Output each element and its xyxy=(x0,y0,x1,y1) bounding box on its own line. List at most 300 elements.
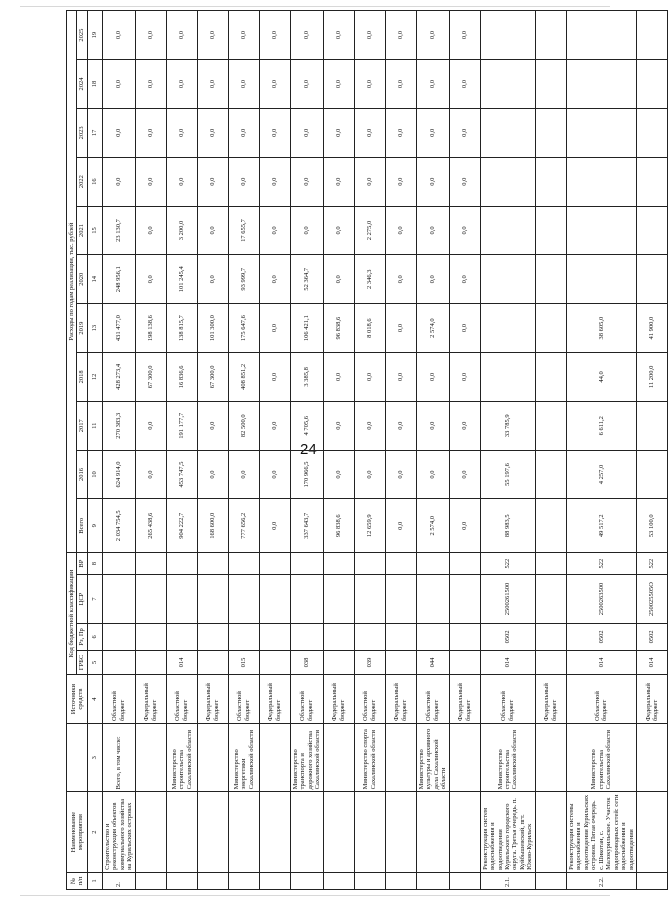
year-value: 0,0 xyxy=(385,60,416,109)
executor-cell xyxy=(535,724,566,792)
vr-cell xyxy=(102,553,135,575)
year-value: 0,0 xyxy=(323,11,354,60)
year-value: 198 138,6 xyxy=(135,304,166,353)
rzpr-cell xyxy=(135,623,166,650)
year-value: 2 275,0 xyxy=(354,206,385,255)
year-value: 0,0 xyxy=(259,304,290,353)
executor-cell xyxy=(259,724,290,792)
executor-cell: Министерство строительства Сахалинской области xyxy=(480,724,535,792)
year-value xyxy=(480,60,535,109)
total-value: 0,0 xyxy=(449,499,480,553)
year-value xyxy=(637,206,668,255)
measure-name xyxy=(323,792,354,873)
table-row xyxy=(480,11,535,890)
executor-cell: Министерство строительства Сахалинской области xyxy=(566,724,636,792)
measure-name xyxy=(637,792,668,873)
year-value: 0,0 xyxy=(323,60,354,109)
year-value: 3 385,8 xyxy=(290,353,323,402)
csr-cell: 2500263500 xyxy=(566,575,636,624)
table-row xyxy=(637,11,668,890)
year-value: 0,0 xyxy=(449,450,480,499)
executor-cell xyxy=(449,724,480,792)
year-value: 0,0 xyxy=(166,11,197,60)
year-value: 0,0 xyxy=(259,353,290,402)
year-value: 0,0 xyxy=(197,206,228,255)
year-value xyxy=(480,255,535,304)
year-value: 4 705,6 xyxy=(290,401,323,450)
column-number: 4 xyxy=(87,675,102,724)
year-value xyxy=(535,304,566,353)
total-value: 0,0 xyxy=(385,499,416,553)
measure-name xyxy=(354,792,385,873)
csr-cell: 250025505О xyxy=(637,575,668,624)
table-row xyxy=(385,11,416,890)
year-value xyxy=(637,108,668,157)
year-value xyxy=(480,11,535,60)
executor-cell: Министерство спорта Сахалинской области xyxy=(354,724,385,792)
rzpr-cell xyxy=(449,623,480,650)
year-value: 0,0 xyxy=(259,157,290,206)
year-value: 0,0 xyxy=(449,108,480,157)
row-number xyxy=(385,872,416,889)
csr-cell xyxy=(197,575,228,624)
column-number: 3 xyxy=(87,724,102,792)
year-value: 138 815,7 xyxy=(166,304,197,353)
executor-cell xyxy=(135,724,166,792)
source-cell: Областной бюджет xyxy=(354,675,385,724)
total-value: 53 100,0 xyxy=(637,499,668,553)
vr-cell: 522 xyxy=(637,553,668,575)
measure-name xyxy=(228,792,259,873)
year-value: 0,0 xyxy=(135,450,166,499)
rzpr-cell: 0502 xyxy=(566,623,636,650)
year-value: 0,0 xyxy=(290,206,323,255)
table-row xyxy=(449,11,480,890)
vr-cell xyxy=(197,553,228,575)
year-value: 0,0 xyxy=(290,157,323,206)
year-value: 0,0 xyxy=(197,255,228,304)
year-value: 0,0 xyxy=(228,11,259,60)
year-value: 0,0 xyxy=(385,11,416,60)
year-value: 67 300,0 xyxy=(197,353,228,402)
grbs-cell: 044 xyxy=(416,650,449,674)
row-number xyxy=(259,872,290,889)
grbs-cell: 038 xyxy=(290,650,323,674)
table-body xyxy=(102,11,667,890)
rzpr-cell xyxy=(102,623,135,650)
column-number: 8 xyxy=(87,553,102,575)
year-value: 0,0 xyxy=(354,108,385,157)
vr-cell xyxy=(228,553,259,575)
vr-cell xyxy=(535,553,566,575)
year-value: 248 956,1 xyxy=(102,255,135,304)
measure-name xyxy=(449,792,480,873)
year-value: 0,0 xyxy=(449,60,480,109)
source-cell: Федеральный бюджет xyxy=(449,675,480,724)
header-year: 2021 xyxy=(77,206,87,255)
row-number xyxy=(290,872,323,889)
year-value: 0,0 xyxy=(323,255,354,304)
year-value: 44,0 xyxy=(566,353,636,402)
year-value: 0,0 xyxy=(259,108,290,157)
column-number: 13 xyxy=(87,304,102,353)
year-value: 0,0 xyxy=(449,401,480,450)
year-value: 0,0 xyxy=(197,108,228,157)
year-value: 0,0 xyxy=(259,401,290,450)
vr-cell: 522 xyxy=(480,553,535,575)
year-value: 2 574,0 xyxy=(416,304,449,353)
csr-cell xyxy=(102,575,135,624)
year-value xyxy=(535,255,566,304)
source-cell: Федеральный бюджет xyxy=(637,675,668,724)
executor-cell xyxy=(637,724,668,792)
rzpr-cell xyxy=(259,623,290,650)
vr-cell xyxy=(290,553,323,575)
grbs-cell: 014 xyxy=(566,650,636,674)
table-row xyxy=(197,11,228,890)
total-value: 2 034 754,5 xyxy=(102,499,135,553)
csr-cell xyxy=(385,575,416,624)
year-value: 41 900,0 xyxy=(637,304,668,353)
year-value xyxy=(566,157,636,206)
year-value xyxy=(566,60,636,109)
table-row xyxy=(416,11,449,890)
year-value: 0,0 xyxy=(135,157,166,206)
grbs-cell: 014 xyxy=(480,650,535,674)
year-value: 0,0 xyxy=(354,401,385,450)
source-cell: Областной бюджет xyxy=(102,675,135,724)
grbs-cell xyxy=(323,650,354,674)
year-value: 0,0 xyxy=(416,255,449,304)
year-value: 0,0 xyxy=(259,60,290,109)
header-executor xyxy=(67,724,88,792)
total-value: 96 838,6 xyxy=(323,499,354,553)
scan-line xyxy=(20,895,610,896)
rzpr-cell xyxy=(228,623,259,650)
year-value: 0,0 xyxy=(259,206,290,255)
source-cell: Федеральный бюджет xyxy=(197,675,228,724)
year-value: 0,0 xyxy=(385,157,416,206)
source-cell: Областной бюджет xyxy=(416,675,449,724)
measure-name xyxy=(135,792,166,873)
year-value: 3 200,0 xyxy=(166,206,197,255)
year-value: 0,0 xyxy=(197,450,228,499)
year-value: 0,0 xyxy=(416,60,449,109)
table-row xyxy=(290,11,323,890)
year-value: 0,0 xyxy=(323,206,354,255)
measure-name xyxy=(197,792,228,873)
header-total: Всего xyxy=(77,499,87,553)
rzpr-cell xyxy=(535,623,566,650)
year-value xyxy=(535,157,566,206)
executor-cell: Министерство энергетики Сахалинской области xyxy=(228,724,259,792)
year-value: 0,0 xyxy=(259,255,290,304)
row-number: 2.2. xyxy=(566,872,636,889)
year-value: 0,0 xyxy=(354,157,385,206)
grbs-cell: 014 xyxy=(166,650,197,674)
year-value: 0,0 xyxy=(323,157,354,206)
rzpr-cell xyxy=(354,623,385,650)
row-number xyxy=(354,872,385,889)
csr-cell xyxy=(323,575,354,624)
year-value xyxy=(566,11,636,60)
header-year: 2016 xyxy=(77,450,87,499)
year-value: 101 300,0 xyxy=(197,304,228,353)
source-cell: Областной бюджет xyxy=(290,675,323,724)
csr-cell xyxy=(228,575,259,624)
grbs-cell xyxy=(197,650,228,674)
header-rzpr: Рз, Пр xyxy=(77,623,87,650)
year-value: 0,0 xyxy=(354,11,385,60)
year-value: 0,0 xyxy=(166,157,197,206)
year-value: 624 914,0 xyxy=(102,450,135,499)
year-value xyxy=(535,206,566,255)
grbs-cell: 014 xyxy=(637,650,668,674)
year-value: 0,0 xyxy=(416,353,449,402)
table-row xyxy=(166,11,197,890)
total-value xyxy=(535,499,566,553)
header-year: 2020 xyxy=(77,255,87,304)
year-value xyxy=(480,157,535,206)
table-row xyxy=(354,11,385,890)
header-year: 2019 xyxy=(77,304,87,353)
year-value: 0,0 xyxy=(385,304,416,353)
year-value: 408 851,2 xyxy=(228,353,259,402)
year-value: 0,0 xyxy=(102,157,135,206)
year-value: 0,0 xyxy=(197,157,228,206)
year-value: 0,0 xyxy=(385,255,416,304)
year-value: 453 747,5 xyxy=(166,450,197,499)
year-value: 93 999,7 xyxy=(228,255,259,304)
year-value: 0,0 xyxy=(385,108,416,157)
header-grbs: ГРБС xyxy=(77,650,87,674)
year-value: 52 364,7 xyxy=(290,255,323,304)
vr-cell: 522 xyxy=(566,553,636,575)
year-value: 0,0 xyxy=(102,11,135,60)
csr-cell xyxy=(535,575,566,624)
grbs-cell xyxy=(535,650,566,674)
year-value xyxy=(480,353,535,402)
year-value xyxy=(480,304,535,353)
row-number xyxy=(449,872,480,889)
year-value xyxy=(535,60,566,109)
year-value: 0,0 xyxy=(385,206,416,255)
year-value: 170 966,5 xyxy=(290,450,323,499)
year-value: 191 177,7 xyxy=(166,401,197,450)
table-row xyxy=(259,11,290,890)
grbs-cell xyxy=(135,650,166,674)
year-value xyxy=(480,206,535,255)
year-value: 0,0 xyxy=(228,450,259,499)
grbs-cell xyxy=(385,650,416,674)
table-row xyxy=(566,11,636,890)
total-value: 777 656,2 xyxy=(228,499,259,553)
year-value: 0,0 xyxy=(166,108,197,157)
year-value xyxy=(637,401,668,450)
column-number: 16 xyxy=(87,157,102,206)
budget-table xyxy=(66,10,668,890)
column-number: 9 xyxy=(87,499,102,553)
grbs-cell xyxy=(102,650,135,674)
column-number: 6 xyxy=(87,623,102,650)
year-value: 0,0 xyxy=(228,108,259,157)
year-value: 0,0 xyxy=(449,206,480,255)
year-value: 0,0 xyxy=(354,60,385,109)
source-cell: Областной бюджет xyxy=(566,675,636,724)
year-value: 33 785,9 xyxy=(480,401,535,450)
year-value: 0,0 xyxy=(416,401,449,450)
table-row xyxy=(102,11,135,890)
year-value: 0,0 xyxy=(135,60,166,109)
year-value xyxy=(637,11,668,60)
year-value: 6 611,2 xyxy=(566,401,636,450)
measure-name: Реконструкция систем водоснабжения и водоотведения Курильского городского округа. Третья очередь. п. Куйбышевский, пгт. Южно-Курильск xyxy=(480,792,535,873)
source-cell: Федеральный бюджет xyxy=(135,675,166,724)
year-value xyxy=(566,255,636,304)
year-value: 0,0 xyxy=(290,11,323,60)
header-year: 2017 xyxy=(77,401,87,450)
measure-name xyxy=(416,792,449,873)
column-number: 7 xyxy=(87,575,102,624)
source-cell: Областной бюджет xyxy=(166,675,197,724)
header-kbk: Код бюджетной классификации xyxy=(67,553,77,675)
source-cell: Федеральный бюджет xyxy=(535,675,566,724)
year-value: 0,0 xyxy=(197,60,228,109)
column-number: 15 xyxy=(87,206,102,255)
grbs-cell: 015 xyxy=(228,650,259,674)
header-num: № п/п xyxy=(67,872,88,889)
year-value: 0,0 xyxy=(102,108,135,157)
year-value: 0,0 xyxy=(449,304,480,353)
grbs-cell: 039 xyxy=(354,650,385,674)
year-value xyxy=(535,108,566,157)
total-value: 2 574,0 xyxy=(416,499,449,553)
year-value: 0,0 xyxy=(323,108,354,157)
year-value: 23 130,7 xyxy=(102,206,135,255)
total-value: 49 517,2 xyxy=(566,499,636,553)
header-year: 2022 xyxy=(77,157,87,206)
table-row xyxy=(228,11,259,890)
year-value: 0,0 xyxy=(416,11,449,60)
year-value: 0,0 xyxy=(290,108,323,157)
csr-cell xyxy=(416,575,449,624)
year-value: 96 838,6 xyxy=(323,304,354,353)
header-source: Источники средств xyxy=(67,675,88,724)
header-name: Наименование мероприятия xyxy=(67,792,88,873)
row-number xyxy=(535,872,566,889)
year-value: 0,0 xyxy=(259,11,290,60)
measure-name xyxy=(385,792,416,873)
year-value: 2 346,3 xyxy=(354,255,385,304)
year-value: 0,0 xyxy=(323,401,354,450)
row-number: 2.1. xyxy=(480,872,535,889)
column-number: 2 xyxy=(87,792,102,873)
year-value: 67 300,0 xyxy=(135,353,166,402)
year-value xyxy=(535,11,566,60)
rzpr-cell: 0502 xyxy=(637,623,668,650)
total-value: 12 659,9 xyxy=(354,499,385,553)
year-value: 0,0 xyxy=(197,11,228,60)
year-value: 0,0 xyxy=(197,401,228,450)
rzpr-cell xyxy=(290,623,323,650)
year-value xyxy=(566,206,636,255)
year-value: 106 421,1 xyxy=(290,304,323,353)
year-value: 0,0 xyxy=(135,401,166,450)
year-value: 428 273,4 xyxy=(102,353,135,402)
executor-cell: Всего, в том числе: xyxy=(102,724,135,792)
header-csr: ЦСР xyxy=(77,575,87,624)
year-value: 0,0 xyxy=(135,206,166,255)
year-value xyxy=(637,255,668,304)
executor-cell: Министерство культуры и архивного дела Сахалинской области xyxy=(416,724,449,792)
year-value: 0,0 xyxy=(166,60,197,109)
year-value: 0,0 xyxy=(354,353,385,402)
grbs-cell xyxy=(259,650,290,674)
year-value: 11 200,0 xyxy=(637,353,668,402)
vr-cell xyxy=(354,553,385,575)
year-value: 0,0 xyxy=(449,11,480,60)
row-number xyxy=(637,872,668,889)
year-value: 431 477,0 xyxy=(102,304,135,353)
table-row xyxy=(323,11,354,890)
source-cell: Федеральный бюджет xyxy=(385,675,416,724)
rzpr-cell xyxy=(385,623,416,650)
column-number: 12 xyxy=(87,353,102,402)
year-value: 0,0 xyxy=(323,450,354,499)
source-cell: Областной бюджет xyxy=(480,675,535,724)
year-value xyxy=(535,401,566,450)
year-value xyxy=(535,353,566,402)
table-row xyxy=(135,11,166,890)
total-value: 168 600,0 xyxy=(197,499,228,553)
year-value: 0,0 xyxy=(354,450,385,499)
vr-cell xyxy=(135,553,166,575)
row-number xyxy=(135,872,166,889)
year-value: 0,0 xyxy=(416,206,449,255)
year-value: 0,0 xyxy=(135,11,166,60)
measure-name xyxy=(259,792,290,873)
executor-cell: Министерство строительства Сахалинской области xyxy=(166,724,197,792)
csr-cell xyxy=(135,575,166,624)
year-value xyxy=(566,108,636,157)
measure-name: Реконструкция системы водоснабжения и водоотведения Курильских островов. Пятая очередь. с. Шикотан, с. Малокурильское. Участок водопроводных сетей: сети водоснабжения и водоотведения xyxy=(566,792,636,873)
row-number xyxy=(197,872,228,889)
executor-cell xyxy=(385,724,416,792)
row-number xyxy=(323,872,354,889)
year-value xyxy=(535,450,566,499)
year-value: 0,0 xyxy=(385,450,416,499)
year-value: 0,0 xyxy=(135,255,166,304)
rzpr-cell xyxy=(197,623,228,650)
measure-name xyxy=(166,792,197,873)
year-value: 8 018,6 xyxy=(354,304,385,353)
csr-cell xyxy=(354,575,385,624)
column-number: 5 xyxy=(87,650,102,674)
year-value xyxy=(637,450,668,499)
total-value: 0,0 xyxy=(259,499,290,553)
column-number: 18 xyxy=(87,60,102,109)
rzpr-cell: 0502 xyxy=(480,623,535,650)
grbs-cell xyxy=(449,650,480,674)
column-number: 19 xyxy=(87,11,102,60)
year-value: 0,0 xyxy=(385,401,416,450)
year-value: 175 647,6 xyxy=(228,304,259,353)
year-value: 82 500,0 xyxy=(228,401,259,450)
csr-cell: 2500261500 xyxy=(480,575,535,624)
page-number: 24 xyxy=(300,441,317,458)
vr-cell xyxy=(259,553,290,575)
rzpr-cell xyxy=(323,623,354,650)
